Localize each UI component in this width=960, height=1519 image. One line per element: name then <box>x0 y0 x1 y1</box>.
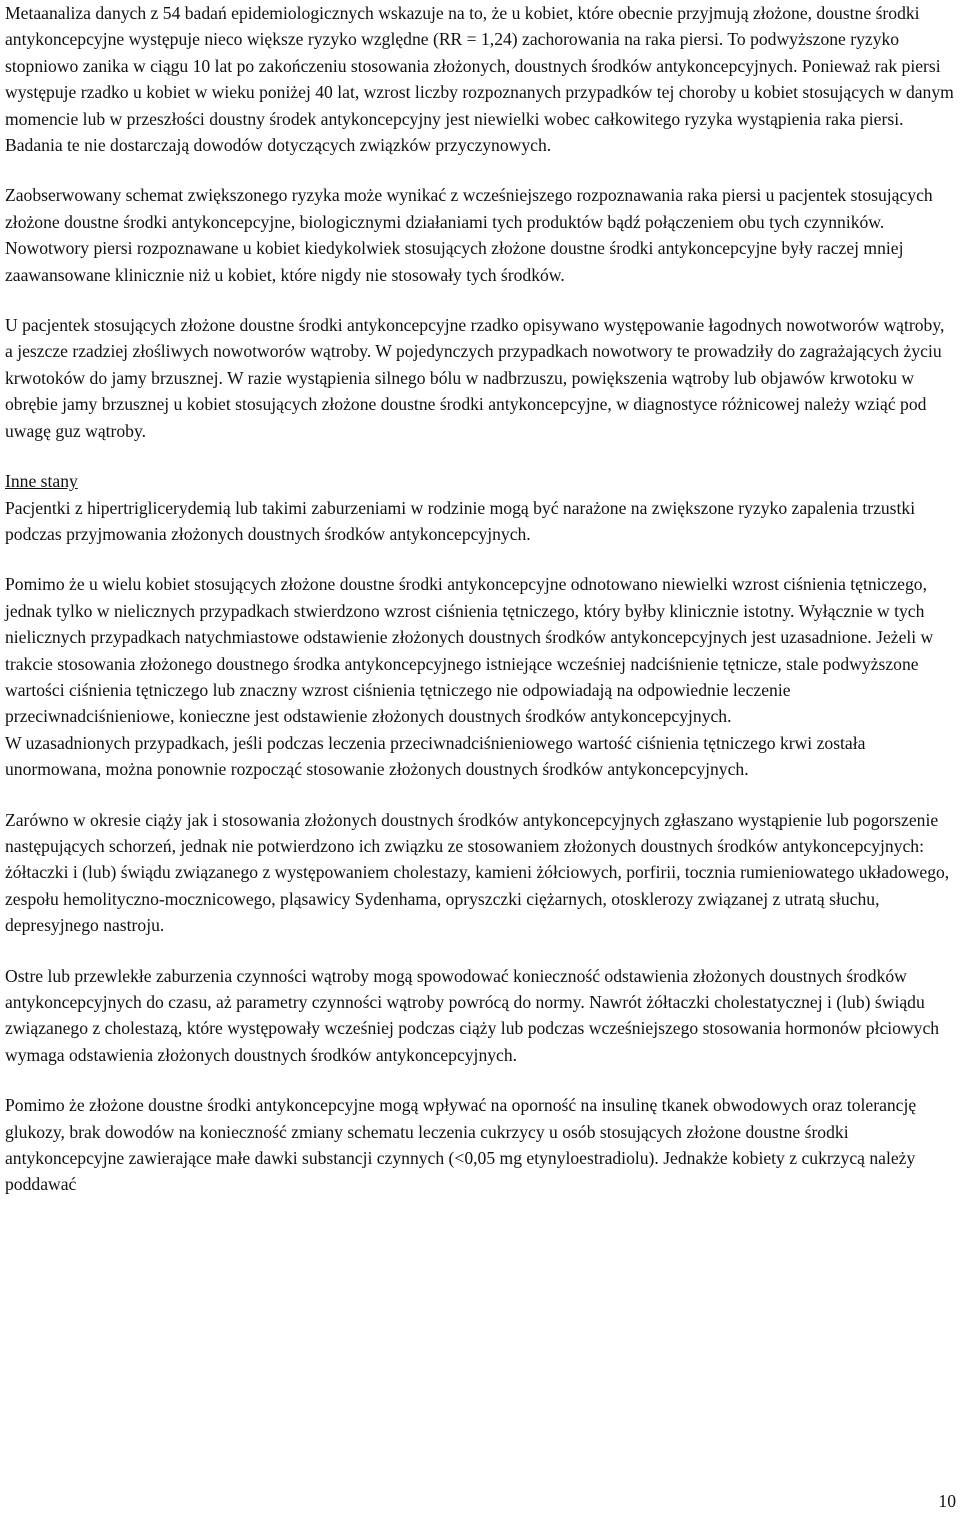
paragraph-insulin-glucose: Pomimo że złożone doustne środki antykoncepcyjne mogą wpływać na oporność na insulinę tkanek obwodowych oraz tolerancję glukozy, brak dowodów na konieczność zmiany schematu leczenia cukrzycy u osób stosujących złożone doustne środki antykoncepcyjne zawierające małe dawki substancji czynnych (<0,05 mg etynyloestradiolu). Jednakże kobiety z cukrzycą należy poddawać <box>5 1095 917 1195</box>
paragraph-blood-pressure-restart: W uzasadnionych przypadkach, jeśli podczas leczenia przeciwnadciśnieniowego wartość ciśnienia tętniczego krwi została unormowana, można ponownie rozpocząć stosowanie złożonych doustnych środków antykoncepcyjnych. <box>5 732 866 780</box>
document-page <box>5 0 955 1222</box>
paragraph-blood-pressure: Pomimo że u wielu kobiet stosujących złożone doustne środki antykoncepcyjne odnotowano niewielki wzrost ciśnienia tętniczego, jednak tylko w nielicznych przypadkach stwierdzono wzrost ciśnienia tętniczego, który byłby klinicznie istotny. Wyłącznie w tych nielicznych przypadkach natychmiastowe odstawienie złożonych doustnych środków antykoncepcyjnych jest uzasadnione. Jeżeli w trakcie stosowania złożonego doustnego środka antykoncepcyjnego istniejące wcześniej nadciśnienie tętnicze, stale podwyższone wartości ciśnienia tętniczego lub znaczny wzrost ciśnienia tętniczego nie odpowiadają na odpowiednie leczenie przeciwnadciśnieniowe, konieczne jest odstawienie złożonych doustnych środków antykoncepcyjnych. <box>5 574 934 727</box>
paragraph-breast-cancer-risk: Metaanaliza danych z 54 badań epidemiologicznych wskazuje na to, że u kobiet, które obecnie przyjmują złożone, doustne środki antykoncepcyjne występuje nieco większe ryzyko względne (RR = 1,24) zachorowania na raka piersi. To podwyższone ryzyko stopniowo zanika w ciągu 10 lat po zakończeniu stosowania złożonych, doustnych środków antykoncepcyjnych. Ponieważ rak piersi występuje rzadko u kobiet w wieku poniżej 40 lat, wzrost liczby rozpoznanych przypadków tej choroby u kobiet stosujących w danym momencie lub w przeszłości doustny środek antykoncepcyjny jest niewielki wobec całkowitego ryzyka wystąpienia raka piersi. Badania te nie dostarczają dowodów dotyczących związków przyczynowych. <box>5 3 954 156</box>
page-number: 10 <box>938 1491 956 1511</box>
paragraph-observed-risk-pattern: Zaobserwowany schemat zwiększonego ryzyka może wynikać z wcześniejszego rozpoznawania raka piersi u pacjentek stosujących złożone doustne środki antykoncepcyjne, biologicznymi działaniami tych produktów bądź połączeniem obu tych czynników. Nowotwory piersi rozpoznawane u kobiet kiedykolwiek stosujących złożone doustne środki antykoncepcyjne były raczej mniej zaawansowane klinicznie niż u kobiet, które nigdy nie stosowały tych środków. <box>5 185 933 285</box>
paragraph-pregnancy-conditions: Zarówno w okresie ciąży jak i stosowania złożonych doustnych środków antykoncepcyjnych zgłaszano wystąpienie lub pogorszenie następujących schorzeń, jednak nie potwierdzono ich związku ze stosowaniem złożonych doustnych środków antykoncepcyjnych: żółtaczki i (lub) świądu związanego z występowaniem cholestazy, kamieni żółciowych, porfirii, tocznia rumieniowatego układowego, zespołu hemolityczno-mocznicowego, pląsawicy Sydenhama, opryszczki ciężarnych, otosklerozy związanej z utratą słuchu, depresyjnego nastroju. <box>5 809 950 936</box>
paragraph-hypertriglyceridemia: Pacjentki z hipertriglicerydemią lub takimi zaburzeniami w rodzinie mogą być narażone na zwiększone ryzyko zapalenia trzustki podczas przyjmowania złożonych doustnych środków antykoncepcyjnych. <box>5 497 916 544</box>
section-heading: Inne stany <box>5 471 78 492</box>
section-other-conditions <box>5 468 955 547</box>
paragraph-liver-tumors: U pacjentek stosujących złożone doustne środki antykoncepcyjne rzadko opisywano występowanie łagodnych nowotworów wątroby, a jeszcze rzadziej złośliwych nowotworów wątroby. W pojedynczych przypadkach nowotwory te prowadziły do zagrażających życiu krwotoków do jamy brzusznej. W razie wystąpienia silnego bólu w nadbrzuszu, powiększenia wątroby lub objawów krwotoku w obrębie jamy brzusznej u kobiet stosujących złożone doustne środki antykoncepcyjne, w diagnostyce różnicowej należy wziąć pod uwagę guz wątroby. <box>5 315 945 441</box>
paragraph-liver-function: Ostre lub przewlekłe zaburzenia czynności wątroby mogą spowodować konieczność odstawienia złożonych doustnych środków antykoncepcyjnych do czasu, aż parametry czynności wątroby powrócą do normy. Nawrót żółtaczki cholestatycznej i (lub) świądu związanego z cholestazą, które występowały wcześniej podczas ciąży lub podczas wcześniejszego stosowania hormonów płciowych wymaga odstawienia złożonych doustnych środków antykoncepcyjnych. <box>5 965 940 1065</box>
